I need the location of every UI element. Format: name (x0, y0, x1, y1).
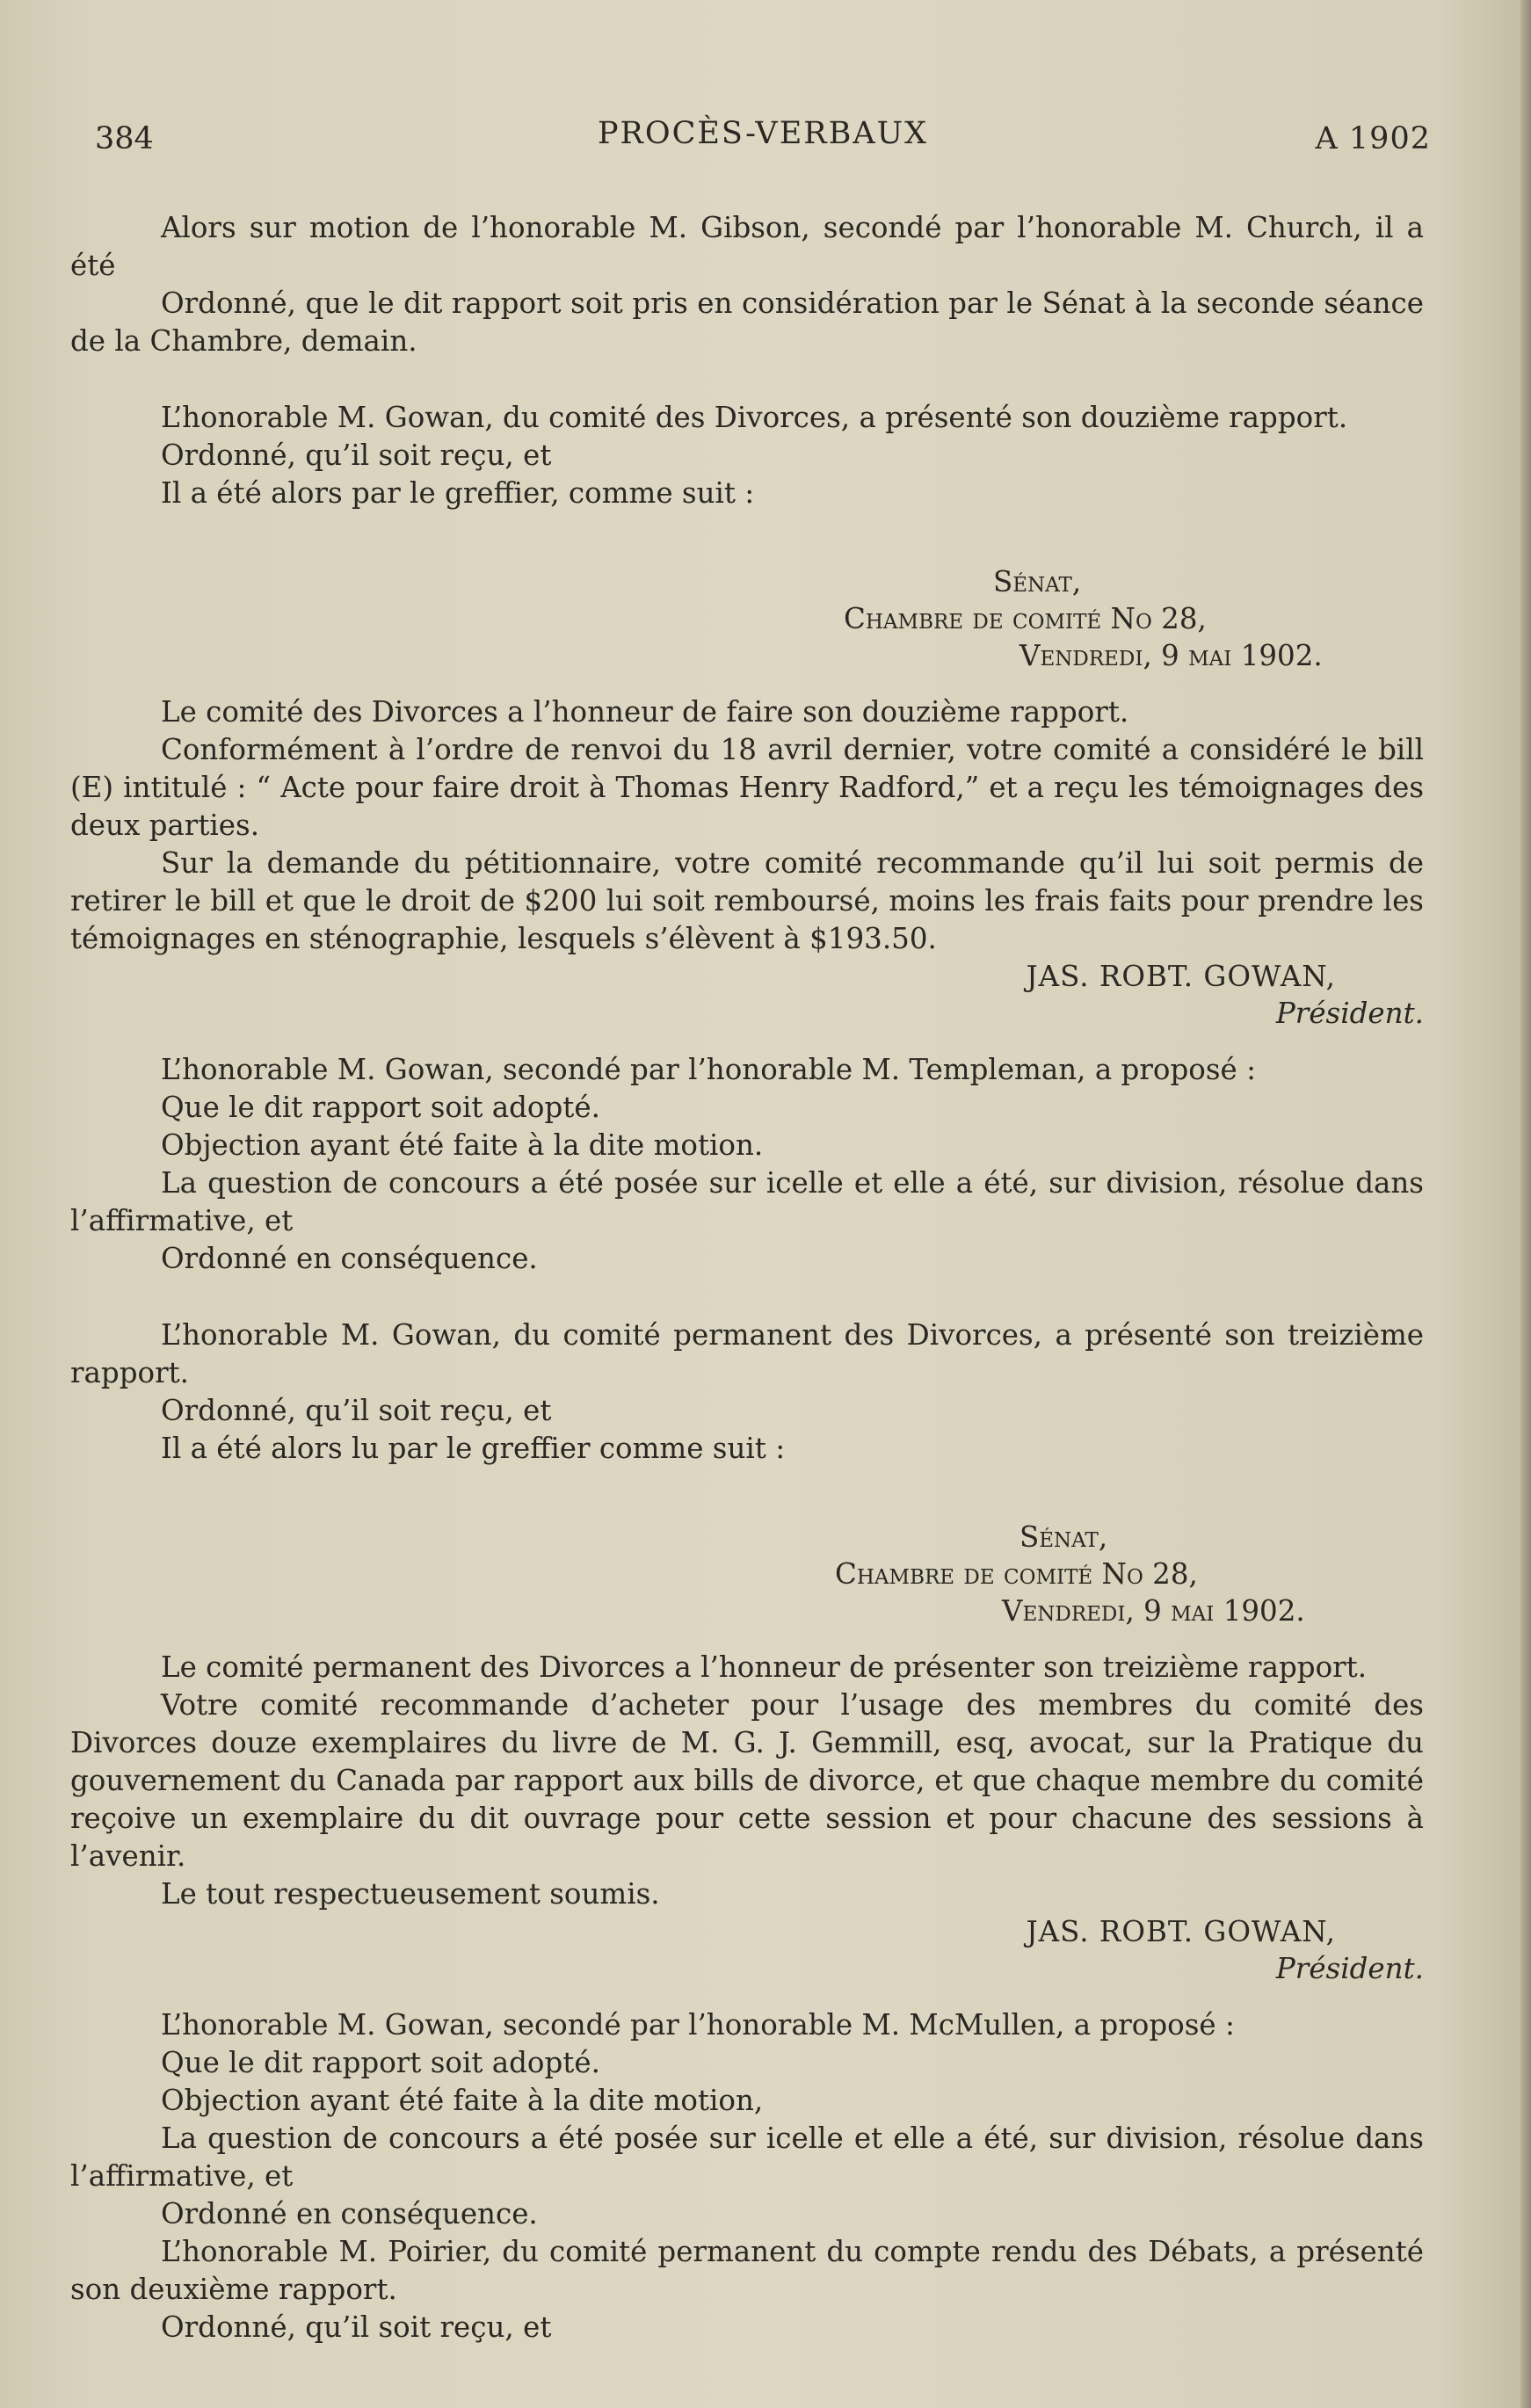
paragraph: Objection ayant été faite à la dite motion, (161, 2084, 764, 2117)
report-heading (70, 1519, 1424, 1629)
report-paragraph: Votre comité recommande d’acheter pour l’usage des membres du comité des Divorces douze exemplaires du livre de M. G. J. Gemmill, esq, avocat, sur la Pratique du gouvernement du Canada par rapport aux bills de divorce, et que chaque membre du comité reçoive un exemplaire du dit ouvrage pour cette session et pour chacune des sessions à l’avenir. (70, 1688, 1424, 1873)
paragraph: Objection ayant été faite à la dite motion. (161, 1128, 764, 1162)
paragraph: Ordonné, qu’il soit reçu, et (161, 439, 552, 472)
paragraph: Alors sur motion de l’honorable M. Gibson, secondé par l’honorable M. Church, il a été (70, 211, 1424, 282)
paragraph: La question de concours a été posée sur icelle et elle a été, sur division, résolue dans l’affirmative, et (70, 2122, 1424, 2193)
paragraph: L’honorable M. Gowan, secondé par l’honorable M. Templeman, a proposé : (161, 1053, 1257, 1086)
report-date: Vendredi, 9 mai 1902. (1019, 639, 1323, 672)
signature-title: Président. (1275, 997, 1424, 1030)
report-paragraph: Sur la demande du pétitionnaire, votre comité recommande qu’il lui soit permis de retirer le bill et que le droit de $200 lui soit remboursé, moins les frais faits pour prendre les témoignages en sténographie, lesquels s’élèvent à $193.50. (70, 846, 1424, 955)
signature-name: JAS. ROBT. GOWAN, (1026, 960, 1336, 993)
paragraph: Que le dit rapport soit adopté. (161, 1091, 600, 1124)
paragraph: Ordonné en conséquence. (161, 1242, 538, 1275)
signature-name: JAS. ROBT. GOWAN, (1026, 1915, 1336, 1948)
report-paragraph: Le tout respectueusement soumis. (161, 1877, 660, 1911)
paragraph: Ordonné, qu’il soit reçu, et (161, 1394, 552, 1427)
signature-block (70, 1913, 1424, 1987)
signature-block (70, 958, 1424, 1032)
paragraph: Ordonné en conséquence. (161, 2197, 538, 2230)
report-senat: Sénat, (1019, 1520, 1108, 1554)
signature-title: Président. (1275, 1952, 1424, 1985)
report-heading (70, 563, 1424, 674)
report-chambre: Chambre de comité No 28, (835, 1557, 1198, 1591)
report-senat: Sénat, (993, 565, 1082, 598)
paragraph: Ordonné, que le dit rapport soit pris en considération par le Sénat à la seconde séance de la Chambre, demain. (70, 286, 1424, 358)
report-paragraph: Le comité permanent des Divorces a l’honneur de présenter son treizième rapport. (161, 1650, 1368, 1684)
paragraph: Il a été alors par le greffier, comme suit : (161, 476, 755, 510)
report-chambre: Chambre de comité No 28, (844, 602, 1207, 635)
running-title: PROCÈS-VERBAUX (597, 116, 929, 151)
paragraph: Ordonné, qu’il soit reçu, et (161, 2310, 552, 2344)
paragraph: La question de concours a été posée sur icelle et elle a été, sur division, résolue dans l’affirmative, et (70, 1166, 1424, 1237)
paragraph: Il a été alors lu par le greffier comme suit : (161, 1432, 786, 1465)
page-header (95, 116, 1431, 169)
page-edge-shadow (1520, 0, 1531, 2408)
report-paragraph: Le comité des Divorces a l’honneur de faire son douzième rapport. (161, 695, 1129, 729)
paragraph: L’honorable M. Poirier, du comité permanent du compte rendu des Débats, a présenté son deuxième rapport. (70, 2235, 1424, 2306)
page-body (70, 209, 1424, 2346)
paragraph: L’honorable M. Gowan, du comité permanent des Divorces, a présenté son treizième rapport. (70, 1318, 1424, 1389)
paragraph: L’honorable M. Gowan, du comité des Divorces, a présenté son douzième rapport. (161, 401, 1348, 434)
paragraph: L’honorable M. Gowan, secondé par l’honorable M. McMullen, a proposé : (161, 2008, 1235, 2042)
report-date: Vendredi, 9 mai 1902. (1002, 1594, 1305, 1628)
paragraph: Que le dit rapport soit adopté. (161, 2046, 600, 2079)
page-number: 384 (95, 121, 154, 156)
report-paragraph: Conformément à l’ordre de renvoi du 18 avril dernier, votre comité a considéré le bill (E) intitulé : “ Acte pour faire droit à Thomas Henry Radford,” et a reçu les témoignages des deux parties. (70, 733, 1424, 842)
year-label: A 1902 (1315, 121, 1431, 156)
